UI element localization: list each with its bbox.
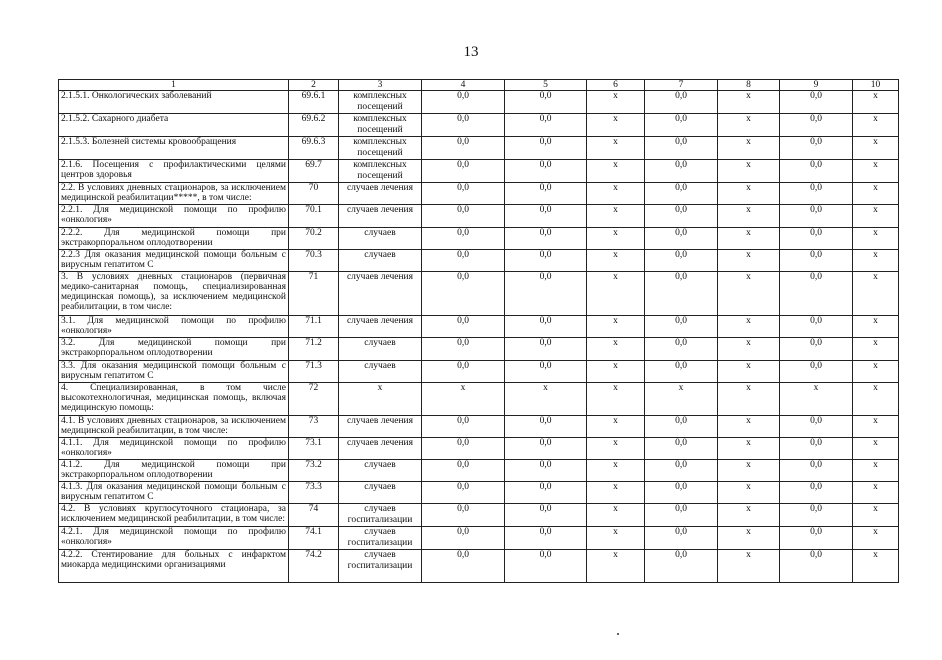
row-number-cell: 72 (289, 383, 339, 416)
row-unit-cell: случаев (339, 460, 422, 482)
col5-value-cell: 0,0 (505, 272, 587, 316)
row-number-cell: 74.2 (289, 550, 339, 583)
table-row (59, 504, 899, 527)
col8-value-cell: х (718, 137, 780, 160)
col10-value-cell: х (853, 183, 899, 205)
col5-value-cell: 0,0 (505, 137, 587, 160)
table-row (59, 272, 899, 316)
col9-value-cell: 0,0 (780, 361, 853, 383)
col6-value-cell: х (587, 361, 645, 383)
col9-value-cell: 0,0 (780, 338, 853, 361)
row-name-cell: 4.1. В условиях дневных стационаров, за исключением медицинской реабилитации, в том числе: (59, 416, 289, 438)
col6-value-cell: х (587, 550, 645, 583)
table-row (59, 550, 899, 583)
col-header-3: 3 (339, 80, 422, 91)
col9-value-cell: 0,0 (780, 272, 853, 316)
col8-value-cell: х (718, 250, 780, 272)
col7-value-cell: 0,0 (645, 272, 718, 316)
col5-value-cell: 0,0 (505, 316, 587, 338)
data-table (58, 79, 899, 583)
row-number-cell: 69.7 (289, 160, 339, 183)
col10-value-cell: х (853, 527, 899, 550)
row-name-cell: 3.3. Для оказания медицинской помощи больным с вирусным гепатитом С (59, 361, 289, 383)
col7-value-cell: 0,0 (645, 228, 718, 250)
row-number-cell: 74.1 (289, 527, 339, 550)
row-name-cell: 2.2.2. Для медицинской помощи при экстракорпоральном оплодотворении (59, 228, 289, 250)
col8-value-cell: х (718, 91, 780, 114)
table-row (59, 361, 899, 383)
row-number-cell: 71.2 (289, 338, 339, 361)
col10-value-cell: х (853, 383, 899, 416)
col7-value-cell: 0,0 (645, 482, 718, 504)
row-unit-cell: комплексных посещений (339, 91, 422, 114)
col7-value-cell: 0,0 (645, 205, 718, 228)
col10-value-cell: х (853, 250, 899, 272)
table-row (59, 316, 899, 338)
col8-value-cell: х (718, 183, 780, 205)
row-unit-cell: случаев лечения (339, 183, 422, 205)
table-row (59, 527, 899, 550)
col7-value-cell: 0,0 (645, 316, 718, 338)
col6-value-cell: х (587, 250, 645, 272)
col4-value-cell: 0,0 (422, 504, 505, 527)
col8-value-cell: х (718, 383, 780, 416)
row-number-cell: 71 (289, 272, 339, 316)
col9-value-cell: 0,0 (780, 183, 853, 205)
row-number-cell: 70 (289, 183, 339, 205)
col5-value-cell: 0,0 (505, 504, 587, 527)
col9-value-cell: 0,0 (780, 550, 853, 583)
col10-value-cell: х (853, 460, 899, 482)
col4-value-cell: 0,0 (422, 527, 505, 550)
col6-value-cell: х (587, 416, 645, 438)
col6-value-cell: х (587, 527, 645, 550)
col4-value-cell: 0,0 (422, 160, 505, 183)
col7-value-cell: 0,0 (645, 91, 718, 114)
col10-value-cell: х (853, 361, 899, 383)
col4-value-cell: 0,0 (422, 205, 505, 228)
col10-value-cell: х (853, 482, 899, 504)
row-number-cell: 71.3 (289, 361, 339, 383)
col6-value-cell: х (587, 482, 645, 504)
col6-value-cell: х (587, 316, 645, 338)
col8-value-cell: х (718, 338, 780, 361)
row-name-cell: 3.2. Для медицинской помощи при экстракорпоральном оплодотворении (59, 338, 289, 361)
col4-value-cell: 0,0 (422, 438, 505, 460)
col4-value-cell: 0,0 (422, 272, 505, 316)
row-number-cell: 71.1 (289, 316, 339, 338)
col9-value-cell: 0,0 (780, 250, 853, 272)
stray-dot (617, 633, 619, 635)
col7-value-cell: 0,0 (645, 460, 718, 482)
col6-value-cell: х (587, 438, 645, 460)
col9-value-cell: 0,0 (780, 205, 853, 228)
col5-value-cell: 0,0 (505, 228, 587, 250)
row-name-cell: 4.1.2. Для медицинской помощи при экстракорпоральном оплодотворении (59, 460, 289, 482)
row-number-cell: 69.6.1 (289, 91, 339, 114)
col9-value-cell: 0,0 (780, 316, 853, 338)
col10-value-cell: х (853, 504, 899, 527)
col4-value-cell: 0,0 (422, 338, 505, 361)
row-unit-cell: случаев (339, 482, 422, 504)
row-name-cell: 4.2. В условиях круглосуточного стационара, за исключением медицинской реабилитации, в том числе: (59, 504, 289, 527)
col10-value-cell: х (853, 272, 899, 316)
col6-value-cell: х (587, 504, 645, 527)
col7-value-cell: 0,0 (645, 550, 718, 583)
col9-value-cell: 0,0 (780, 482, 853, 504)
row-name-cell: 4.1.1. Для медицинской помощи по профилю «онкология» (59, 438, 289, 460)
col6-value-cell: х (587, 228, 645, 250)
col5-value-cell: 0,0 (505, 527, 587, 550)
table-body (59, 91, 899, 583)
col-header-6: 6 (587, 80, 645, 91)
col7-value-cell: 0,0 (645, 361, 718, 383)
col7-value-cell: 0,0 (645, 527, 718, 550)
col9-value-cell: 0,0 (780, 91, 853, 114)
col6-value-cell: х (587, 272, 645, 316)
row-unit-cell: случаев лечения (339, 316, 422, 338)
col5-value-cell: 0,0 (505, 91, 587, 114)
col10-value-cell: х (853, 205, 899, 228)
col9-value-cell: 0,0 (780, 114, 853, 137)
col9-value-cell: 0,0 (780, 228, 853, 250)
row-unit-cell: случаев (339, 361, 422, 383)
col7-value-cell: 0,0 (645, 160, 718, 183)
row-unit-cell: комплексных посещений (339, 114, 422, 137)
row-name-cell: 2.1.5.1. Онкологических заболеваний (59, 91, 289, 114)
row-name-cell: 4.2.1. Для медицинской помощи по профилю «онкология» (59, 527, 289, 550)
row-unit-cell: х (339, 383, 422, 416)
col10-value-cell: х (853, 438, 899, 460)
row-name-cell: 4.1.3. Для оказания медицинской помощи больным с вирусным гепатитом С (59, 482, 289, 504)
col7-value-cell: 0,0 (645, 114, 718, 137)
col10-value-cell: х (853, 114, 899, 137)
col6-value-cell: х (587, 160, 645, 183)
col9-value-cell: 0,0 (780, 527, 853, 550)
table-row (59, 482, 899, 504)
col6-value-cell: х (587, 205, 645, 228)
col8-value-cell: х (718, 482, 780, 504)
col-header-1: 1 (59, 80, 289, 91)
col4-value-cell: 0,0 (422, 250, 505, 272)
col10-value-cell: х (853, 316, 899, 338)
table-row (59, 183, 899, 205)
table-row (59, 438, 899, 460)
col7-value-cell: 0,0 (645, 250, 718, 272)
col10-value-cell: х (853, 137, 899, 160)
col5-value-cell: 0,0 (505, 250, 587, 272)
col7-value-cell: 0,0 (645, 338, 718, 361)
row-name-cell: 2.2. В условиях дневных стационаров, за исключением медицинской реабилитации*****, в том числе: (59, 183, 289, 205)
col6-value-cell: х (587, 91, 645, 114)
col4-value-cell: 0,0 (422, 550, 505, 583)
row-unit-cell: случаев (339, 338, 422, 361)
col8-value-cell: х (718, 416, 780, 438)
col5-value-cell: 0,0 (505, 183, 587, 205)
table-row (59, 228, 899, 250)
col7-value-cell: 0,0 (645, 137, 718, 160)
col7-value-cell: 0,0 (645, 416, 718, 438)
col-header-4: 4 (422, 80, 505, 91)
table-row (59, 114, 899, 137)
col8-value-cell: х (718, 272, 780, 316)
row-name-cell: 2.1.5.3. Болезней системы кровообращения (59, 137, 289, 160)
col4-value-cell: 0,0 (422, 416, 505, 438)
table-row (59, 460, 899, 482)
row-unit-cell: случаев госпитализации (339, 550, 422, 583)
col4-value-cell: 0,0 (422, 91, 505, 114)
col6-value-cell: х (587, 114, 645, 137)
row-number-cell: 70.1 (289, 205, 339, 228)
row-name-cell: 2.2.1. Для медицинской помощи по профилю «онкология» (59, 205, 289, 228)
row-name-cell: 2.1.6. Посещения с профилактическими целями центров здоровья (59, 160, 289, 183)
col5-value-cell: 0,0 (505, 160, 587, 183)
col9-value-cell: х (780, 383, 853, 416)
row-unit-cell: случаев госпитализации (339, 527, 422, 550)
col-header-7: 7 (645, 80, 718, 91)
col9-value-cell: 0,0 (780, 504, 853, 527)
col5-value-cell: 0,0 (505, 438, 587, 460)
row-unit-cell: комплексных посещений (339, 137, 422, 160)
row-name-cell: 4. Специализированная, в том числе высокотехнологичная, медицинская помощь, включая медицинскую помощь: (59, 383, 289, 416)
col5-value-cell: 0,0 (505, 482, 587, 504)
table-row (59, 205, 899, 228)
col-header-5: 5 (505, 80, 587, 91)
row-unit-cell: случаев лечения (339, 272, 422, 316)
col5-value-cell: 0,0 (505, 338, 587, 361)
col-header-2: 2 (289, 80, 339, 91)
col8-value-cell: х (718, 361, 780, 383)
col8-value-cell: х (718, 316, 780, 338)
row-unit-cell: случаев лечения (339, 205, 422, 228)
col9-value-cell: 0,0 (780, 460, 853, 482)
col10-value-cell: х (853, 91, 899, 114)
col4-value-cell: 0,0 (422, 228, 505, 250)
col5-value-cell: 0,0 (505, 205, 587, 228)
col8-value-cell: х (718, 114, 780, 137)
row-number-cell: 73.2 (289, 460, 339, 482)
col5-value-cell: 0,0 (505, 114, 587, 137)
col8-value-cell: х (718, 438, 780, 460)
row-unit-cell: случаев лечения (339, 416, 422, 438)
page-number: 13 (463, 44, 479, 60)
row-number-cell: 69.6.2 (289, 114, 339, 137)
table-row (59, 91, 899, 114)
row-unit-cell: случаев (339, 250, 422, 272)
col5-value-cell: 0,0 (505, 460, 587, 482)
col4-value-cell: х (422, 383, 505, 416)
row-number-cell: 69.6.3 (289, 137, 339, 160)
row-name-cell: 4.2.2. Стентирование для больных с инфарктом миокарда медицинскими организациями (59, 550, 289, 583)
col5-value-cell: 0,0 (505, 361, 587, 383)
col8-value-cell: х (718, 228, 780, 250)
col10-value-cell: х (853, 416, 899, 438)
col8-value-cell: х (718, 160, 780, 183)
col4-value-cell: 0,0 (422, 114, 505, 137)
col10-value-cell: х (853, 338, 899, 361)
col9-value-cell: 0,0 (780, 160, 853, 183)
col9-value-cell: 0,0 (780, 137, 853, 160)
col4-value-cell: 0,0 (422, 482, 505, 504)
row-number-cell: 73 (289, 416, 339, 438)
col8-value-cell: х (718, 550, 780, 583)
table-row (59, 160, 899, 183)
col6-value-cell: х (587, 338, 645, 361)
col4-value-cell: 0,0 (422, 460, 505, 482)
row-number-cell: 70.3 (289, 250, 339, 272)
col4-value-cell: 0,0 (422, 137, 505, 160)
row-number-cell: 73.3 (289, 482, 339, 504)
col6-value-cell: х (587, 383, 645, 416)
col10-value-cell: х (853, 550, 899, 583)
col10-value-cell: х (853, 160, 899, 183)
col4-value-cell: 0,0 (422, 361, 505, 383)
row-unit-cell: случаев лечения (339, 438, 422, 460)
table-row (59, 137, 899, 160)
table-row (59, 250, 899, 272)
col5-value-cell: х (505, 383, 587, 416)
col8-value-cell: х (718, 527, 780, 550)
row-name-cell: 2.1.5.2. Сахарного диабета (59, 114, 289, 137)
col4-value-cell: 0,0 (422, 183, 505, 205)
row-number-cell: 70.2 (289, 228, 339, 250)
row-unit-cell: комплексных посещений (339, 160, 422, 183)
col8-value-cell: х (718, 460, 780, 482)
col-header-8: 8 (718, 80, 780, 91)
row-name-cell: 3.1. Для медицинской помощи по профилю «онкология» (59, 316, 289, 338)
col6-value-cell: х (587, 183, 645, 205)
col8-value-cell: х (718, 205, 780, 228)
col-header-10: 10 (853, 80, 899, 91)
row-unit-cell: случаев госпитализации (339, 504, 422, 527)
row-number-cell: 74 (289, 504, 339, 527)
col6-value-cell: х (587, 137, 645, 160)
col9-value-cell: 0,0 (780, 416, 853, 438)
col7-value-cell: 0,0 (645, 504, 718, 527)
col4-value-cell: 0,0 (422, 316, 505, 338)
col5-value-cell: 0,0 (505, 416, 587, 438)
col6-value-cell: х (587, 460, 645, 482)
col7-value-cell: х (645, 383, 718, 416)
row-number-cell: 73.1 (289, 438, 339, 460)
col7-value-cell: 0,0 (645, 438, 718, 460)
table-row (59, 383, 899, 416)
table-row (59, 338, 899, 361)
col10-value-cell: х (853, 228, 899, 250)
col8-value-cell: х (718, 504, 780, 527)
row-name-cell: 3. В условиях дневных стационаров (первичная медико-санитарная помощь, специализированная медицинская помощь), за исключением медицинской реабилитации, в том числе: (59, 272, 289, 316)
row-name-cell: 2.2.3 Для оказания медицинской помощи больным с вирусным гепатитом С (59, 250, 289, 272)
table-row (59, 416, 899, 438)
col5-value-cell: 0,0 (505, 550, 587, 583)
col9-value-cell: 0,0 (780, 438, 853, 460)
row-unit-cell: случаев (339, 228, 422, 250)
col7-value-cell: 0,0 (645, 183, 718, 205)
header-row (59, 80, 899, 91)
col-header-9: 9 (780, 80, 853, 91)
